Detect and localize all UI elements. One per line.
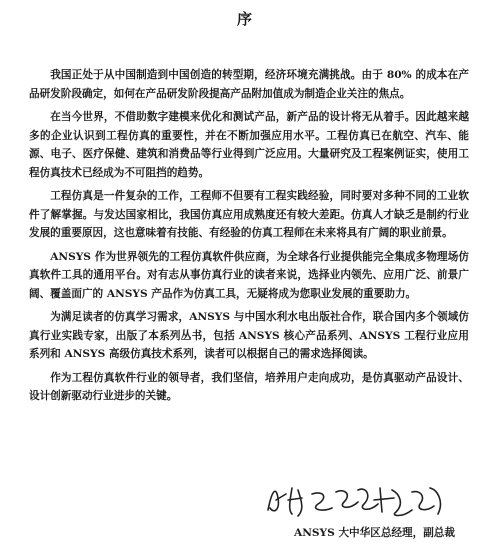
paragraph-5: 为满足读者的仿真学习需求，ANSYS 与中国水利水电出版社合作，联合国内多个领域仿真行业实践专家，出版了本系列丛书，包括 ANSYS 核心产品系列、ANSYS 工程行业应用系列和 ANSYS 高级仿真技术系列，读者可以根据自己的需求选择阅读。 [29, 311, 469, 360]
preface-body [29, 66, 469, 411]
page-title: 序 [236, 10, 253, 28]
paragraph-6: 作为工程仿真软件行业的领导者，我们坚信，培养用户走向成功，是仿真驱动产品设计、设计创新驱动行业进步的关键。 [29, 371, 469, 402]
paragraph-4: ANSYS 作为世界领先的工程仿真软件供应商，为全球各行业提供能完全集成多物理场仿真软件工具的通用平台。对有志从事仿真行业的读者来说，选择业内领先、应用广泛、前景广阔、覆盖面广的 ANSYS 产品作为仿真工具，无疑将成为您职业发展的重要助力。 [29, 250, 469, 300]
handwritten-signature [262, 480, 452, 522]
paragraph-3: 工程仿真是一件复杂的工作，工程师不但要有工程实践经验，同时要对多种不同的工业软件了解掌握。与发达国家相比，我国仿真应用成熟度还有较大差距。仿真人才缺乏是制约行业发展的重要原因，这也意味着有技能、有经验的仿真工程师在未来将具有广阔的职业前景。 [29, 190, 469, 239]
paragraph-2: 在当今世界，不借助数字建模来优化和测试产品，新产品的设计将无从着手。因此越来越多的企业认识到工程仿真的重要性，并在不断加强应用水平。工程仿真已在航空、汽车、能源、电子、医疗保健、建筑和消费品等行业得到广泛应用。大量研究及工程案例证实，使用工程仿真技术已经成为不可阻挡的趋势。 [29, 111, 469, 179]
paragraph-1: 我国正处于从中国制造到中国创造的转型期，经济环境充满挑战。由于 80% 的成本在产品研发阶段确定，如何在产品研发阶段提高产品附加值成为制造企业关注的焦点。 [29, 69, 469, 100]
signer-title: ANSYS 大中华区总经理，副总裁 [294, 527, 455, 539]
